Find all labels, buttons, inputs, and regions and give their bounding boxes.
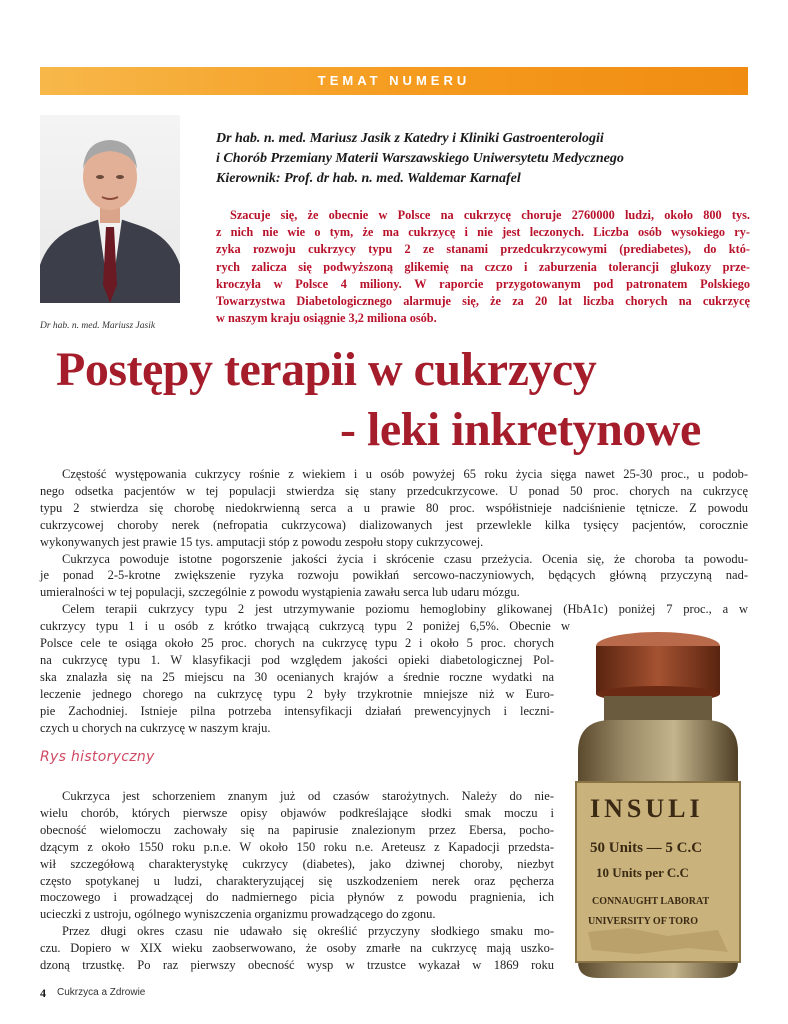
- body-line: cukrzycy typu 1 i u osób z krótko trwającą cukrzycą typu 2 poniżej 6,5%. Obecnie w: [40, 619, 570, 634]
- bottle-label-line: CONNAUGHT LABORAT: [592, 896, 710, 907]
- section-banner-label: TEMAT NUMERU: [317, 73, 471, 88]
- section-heading: Rys historyczny: [40, 749, 155, 765]
- bottle-label-line: 10 Units per C.C: [596, 865, 689, 880]
- page-number: 4: [40, 986, 46, 1000]
- bottle-label-line: INSULI: [590, 794, 704, 823]
- lead-line: rych zalicza się podwyższoną glikemię na czczo i zaburzenia tolerancji glukozy prze-: [216, 259, 750, 274]
- body-line: umieralności w tej populacji, szczególnie z powodu wystąpienia zawału serca lub udaru mózgu.: [40, 585, 520, 600]
- body-paragraphs-3: [40, 788, 554, 974]
- insulin-bottle-image: [568, 632, 748, 982]
- body-line: często spotykanej u ludzi, charakteryzującej się uszkodzeniem nerek oraz pęcherza: [40, 873, 554, 888]
- body-line: je ponad 2-5-krotne zwiększenie ryzyka rozwoju powikłań sercowo-naczyniowych, będących główną przyczyną nad-: [40, 568, 748, 583]
- body-line: moczowego i prowadzącej do nadmiernego picia płynów z powodu pragnienia, ich: [40, 890, 554, 905]
- author-line: Dr hab. n. med. Mariusz Jasik z Katedry i Kliniki Gastroenterologii: [216, 131, 604, 146]
- body-line: Cukrzyca jest schorzeniem znanym już od czasów starożytnych. Należy do nie-: [62, 789, 554, 803]
- body-line: Częstość występowania cukrzycy rośnie z wiekiem i u osób powyżej 65 roku życia sięga nawet 25-30 proc., u podob-: [62, 467, 748, 481]
- bottle-label-line: 50 Units — 5 C.C: [590, 840, 703, 856]
- photo-caption: Dr hab. n. med. Mariusz Jasik: [40, 321, 156, 331]
- lead-line: z nich nie wie o tym, że ma cukrzycę i nie jest leczonych. Liczba osób wysokiego ry-: [216, 225, 750, 240]
- author-photo: [40, 115, 180, 303]
- body-line: Cukrzyca powoduje istotne pogorszenie jakości życia i skrócenie czasu przeżycia. Ocenia się, że choroba ta powodu-: [62, 551, 748, 566]
- body-line: ucieczki z ustroju, ogólnego wyniszczenia organizmu prowadzącego do zgonu.: [40, 907, 436, 922]
- body-line: ska znalazła się na 25 miejscu na 30 ocenianych krajów a średnie roczne wydatki na: [40, 669, 554, 684]
- body-line: dzącym z około 1550 roku p.n.e. W około 150 roku n.e. Areteusz z Kapadocji przedsta-: [40, 839, 554, 854]
- body-line: wielu chorób, których pierwsze opisy objawów podkreślające słodki smak moczu i: [40, 805, 554, 820]
- lead-line: Szacuje się, że obecnie w Polsce na cukrzycę choruje 2760000 ludzi, około 800 tys.: [230, 208, 750, 222]
- body-line: dzoną trzustkę. Po raz pierwszy obecność wysp w trzustce wykazał w 1869 roku: [40, 958, 554, 973]
- body-line: czu. Dopiero w XIX wieku zaobserwowano, że osoby zmarłe na cukrzycę mają uszko-: [40, 941, 554, 956]
- article-title-line-2: - leki inkretynowe: [340, 403, 701, 456]
- magazine-name: Cukrzyca a Zdrowie: [57, 987, 146, 998]
- section-banner: [40, 67, 748, 95]
- lead-paragraph: [216, 207, 750, 327]
- body-line: cukrzycowej choroby nerek (nefropatia cukrzycowa) dializowanych jest przewlekle kilka tysięcy pacjentów, corocznie: [40, 517, 748, 532]
- lead-line: zyka rozwoju cukrzycy typu 2 ze stanami przedcukrzycowymi (prediabetes), do któ-: [216, 242, 750, 257]
- article-title-line-1: Postępy terapii w cukrzycy: [56, 343, 597, 396]
- body-line: na cukrzycę typu 1. W klasyfikacji pod względem jakości opieki diabetologicznej Pol-: [40, 652, 554, 667]
- author-block: [216, 129, 756, 189]
- author-line: i Chorób Przemiany Materii Warszawskiego Uniwersytetu Medycznego: [216, 151, 624, 166]
- body-line: nego odsetka pacjentów w tej populacji stwierdza się stany przedcukrzycowe. U ponad 50 proc. chorych na cukrzycę: [40, 483, 748, 498]
- body-line: Przez długi okres czasu nie udawało się określić przyczyny słodkiego smaku mo-: [62, 924, 554, 939]
- bottle-label-line: UNIVERSITY OF TORO: [588, 916, 699, 927]
- body-line: wił szczegółową charakterystykę cukrzycy (diabetes), jako dziwnej choroby, niezbyt: [40, 856, 554, 871]
- body-line: Celem terapii cukrzycy typu 2 jest utrzymywanie poziomu hemoglobiny glikowanej (HbA1c) poniżej 7 proc., a w: [62, 602, 748, 617]
- body-line: obecność wielomoczu zachowały się na papirusie znalezionym przez Ebersa, pocho-: [40, 822, 554, 837]
- body-line: wykonywanych jest prawie 15 tys. amputacji stóp z powodu zespołu stopy cukrzycowej.: [40, 534, 484, 549]
- lead-line: Towarzystwa Diabetologicznego alarmuje się, że za 20 lat liczba chorych na cukrzycę: [216, 294, 750, 309]
- body-paragraphs-1: [40, 466, 748, 635]
- lead-line: w naszym kraju osiągnie 3,2 miliona osób.: [216, 311, 437, 326]
- body-line: pie Zachodniej. Istnieje pilna potrzeba intensyfikacji działań prewencyjnych i leczni-: [40, 703, 554, 718]
- body-line: Polsce cele te osiąga około 25 proc. chorych na cukrzycę typu 2 i około 5 proc. chorych: [40, 636, 554, 650]
- author-line: Kierownik: Prof. dr hab. n. med. Waldemar Karnafel: [216, 171, 521, 186]
- body-paragraphs-2: [40, 635, 554, 736]
- lead-line: kroczyła w Polsce 4 miliony. W raporcie przygotowanym pod patronatem Polskiego: [216, 276, 750, 291]
- body-line: leczenie jednego chorego na cukrzycę typu 2 były trzykrotnie mniejsze niż w Euro-: [40, 686, 554, 701]
- body-line: typu 2 stwierdza się chorobę niedokrwienną serca a u prawie 80 proc. współistnieje nadciśnienie tętnicze. Z powodu: [40, 500, 748, 515]
- body-line: czych u chorych na cukrzycę w naszym kraju.: [40, 720, 271, 735]
